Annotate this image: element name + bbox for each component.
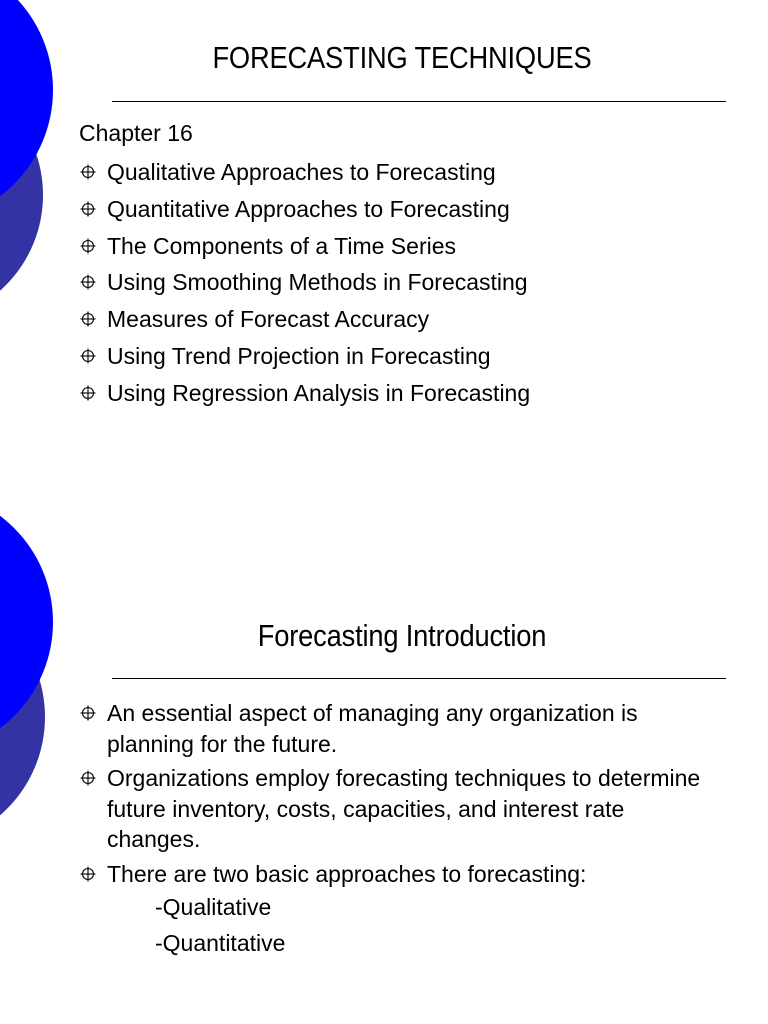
list-item-text: An essential aspect of managing any organization is planning for the future. (107, 700, 638, 757)
topic-list (79, 155, 530, 413)
list-item (79, 155, 530, 192)
circle-cross-icon (80, 164, 96, 180)
list-item (79, 302, 530, 339)
circle-cross-icon (80, 238, 96, 254)
slide-title: Forecasting Introduction (257, 618, 547, 653)
list-item (79, 763, 719, 855)
list-item-text: Organizations employ forecasting techniques to determine future inventory, costs, capacities, and interest rate changes. (107, 765, 701, 852)
circle-cross-icon (80, 348, 96, 364)
list-item (79, 339, 530, 376)
slide-2 (0, 512, 768, 1024)
list-item (79, 698, 719, 759)
intro-list (79, 698, 719, 965)
list-item-text: Using Trend Projection in Forecasting (107, 342, 491, 369)
list-item (79, 192, 530, 229)
list-item (79, 265, 530, 302)
list-item-text: The Components of a Time Series (107, 232, 456, 259)
circle-cross-icon (80, 385, 96, 401)
list-item (79, 229, 530, 266)
list-item (79, 376, 530, 413)
list-item-text: Using Smoothing Methods in Forecasting (107, 269, 528, 296)
circle-cross-icon (80, 201, 96, 217)
title-divider (112, 678, 726, 679)
circle-cross-icon (80, 274, 96, 290)
slide-title: FORECASTING TECHNIQUES (212, 40, 592, 75)
list-item-text: Measures of Forecast Accuracy (107, 306, 430, 333)
list-item-text: Quantitative Approaches to Forecasting (107, 195, 510, 222)
sub-item-quantitative: -Quantitative (155, 930, 286, 956)
blue-circles-decoration (0, 0, 80, 290)
list-item-text: There are two basic approaches to forecasting: (107, 860, 587, 887)
circle-cross-icon (80, 705, 96, 721)
chapter-label: Chapter 16 (79, 120, 193, 146)
sub-item-qualitative: -Qualitative (155, 894, 272, 920)
list-item-text: Using Regression Analysis in Forecasting (107, 379, 531, 406)
list-item (79, 859, 719, 962)
circle-cross-icon (80, 770, 96, 786)
list-item-text: Qualitative Approaches to Forecasting (107, 159, 496, 185)
circle-cross-icon (80, 311, 96, 327)
title-divider (112, 101, 726, 102)
blue-circles-decoration (0, 512, 80, 872)
circle-cross-icon (80, 866, 96, 882)
